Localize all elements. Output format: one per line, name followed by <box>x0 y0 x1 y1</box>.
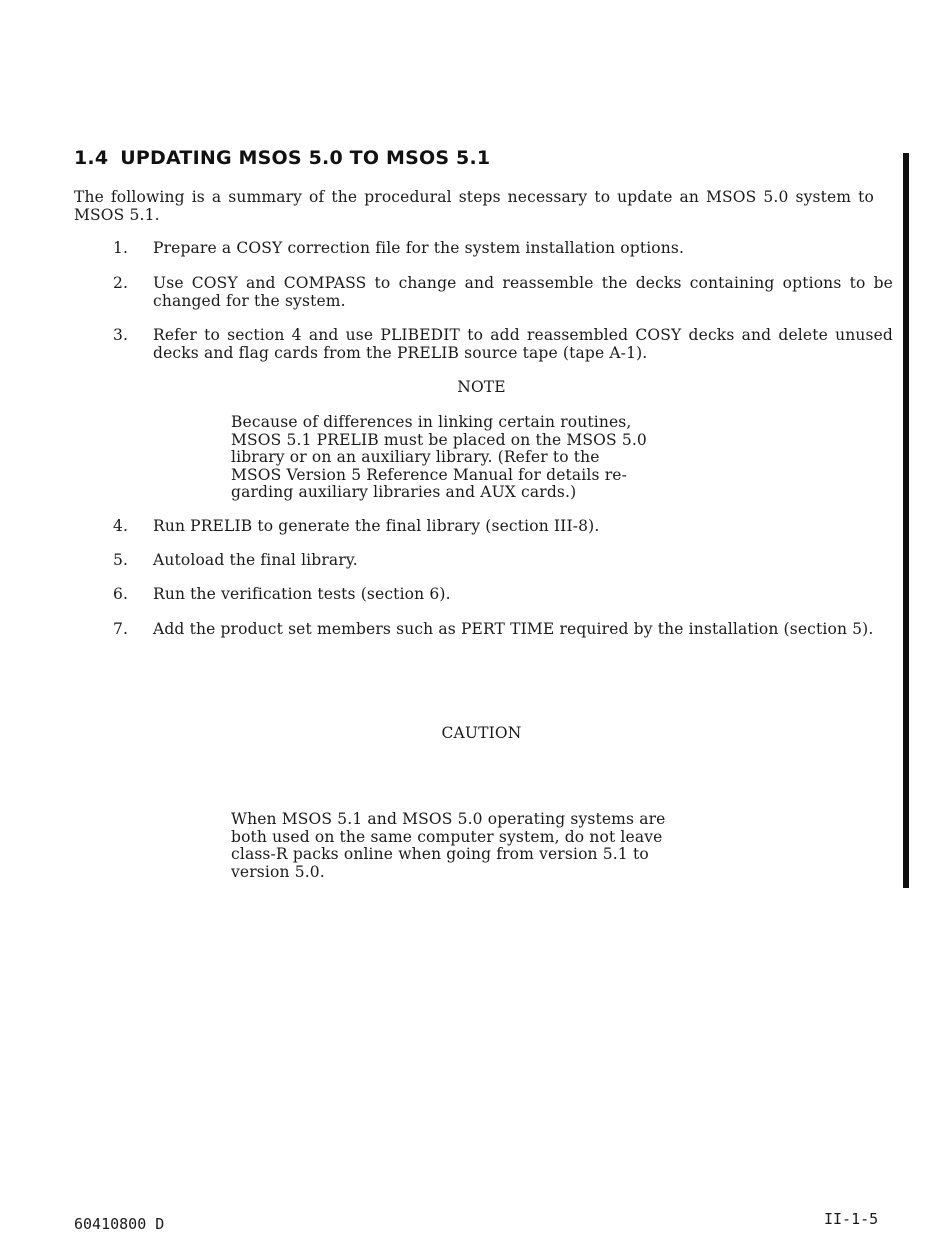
step-text: Autoload the final library. <box>153 551 358 569</box>
step-text: Run PRELIB to generate the final library (section III-8). <box>153 517 600 535</box>
step-number: 4. <box>113 517 129 535</box>
note-body <box>231 414 721 502</box>
step-text: Run the verification tests (section 6). <box>153 585 451 603</box>
step-2 <box>113 275 893 310</box>
step-number: 2. <box>113 274 129 292</box>
step-number: 6. <box>113 585 129 603</box>
step-text: Refer to section 4 and use PLIBEDIT to add reassembled COSY decks and delete unused decks and flag cards from the PRELIB source tape (tape A-1). <box>153 326 893 362</box>
step-7 <box>113 621 893 639</box>
step-number: 5. <box>113 551 129 569</box>
step-text: Prepare a COSY correction file for the system installation options. <box>153 239 685 257</box>
caution-line: version 5.0. <box>231 862 325 881</box>
step-number: 3. <box>113 326 129 344</box>
caution-line: class-R packs online when going from version 5.1 to <box>231 845 649 863</box>
note-line: Because of differences in linking certain routines, <box>231 413 632 431</box>
note-line: library or on an auxiliary library. (Refer to the <box>231 448 600 466</box>
caution-body <box>231 811 721 881</box>
step-number: 1. <box>113 239 129 257</box>
caution-label: CAUTION <box>441 724 522 742</box>
step-4 <box>113 518 893 536</box>
step-number: 7. <box>113 620 129 638</box>
intro-paragraph: The following is a summary of the procedural steps necessary to update an MSOS 5.0 system to MSOS 5.1. <box>74 188 874 224</box>
step-1 <box>113 240 893 258</box>
section-title: UPDATING MSOS 5.0 TO MSOS 5.1 <box>120 147 491 169</box>
caution-line: both used on the same computer system, do not leave <box>231 827 663 846</box>
caution-line: When MSOS 5.1 and MSOS 5.0 operating systems are <box>231 810 666 828</box>
step-text: Add the product set members such as PERT TIME required by the installation (section 5). <box>153 620 874 638</box>
note-line: MSOS 5.1 PRELIB must be placed on the MSOS 5.0 <box>231 430 647 449</box>
section-number: 1.4 <box>74 147 109 169</box>
page-number: II-1-5 <box>824 1210 879 1228</box>
step-text: Use COSY and COMPASS to change and reassemble the decks containing options to be changed for the system. <box>153 274 893 310</box>
section-heading <box>74 147 490 169</box>
step-3 <box>113 327 893 362</box>
step-5 <box>113 552 893 570</box>
step-6 <box>113 586 893 604</box>
note-line: MSOS Version 5 Reference Manual for details re- <box>231 465 627 484</box>
note-line: garding auxiliary libraries and AUX cards.) <box>231 483 577 501</box>
note-label: NOTE <box>457 378 506 396</box>
revision-bar <box>903 153 909 888</box>
document-number: 60410800 D <box>74 1215 165 1233</box>
